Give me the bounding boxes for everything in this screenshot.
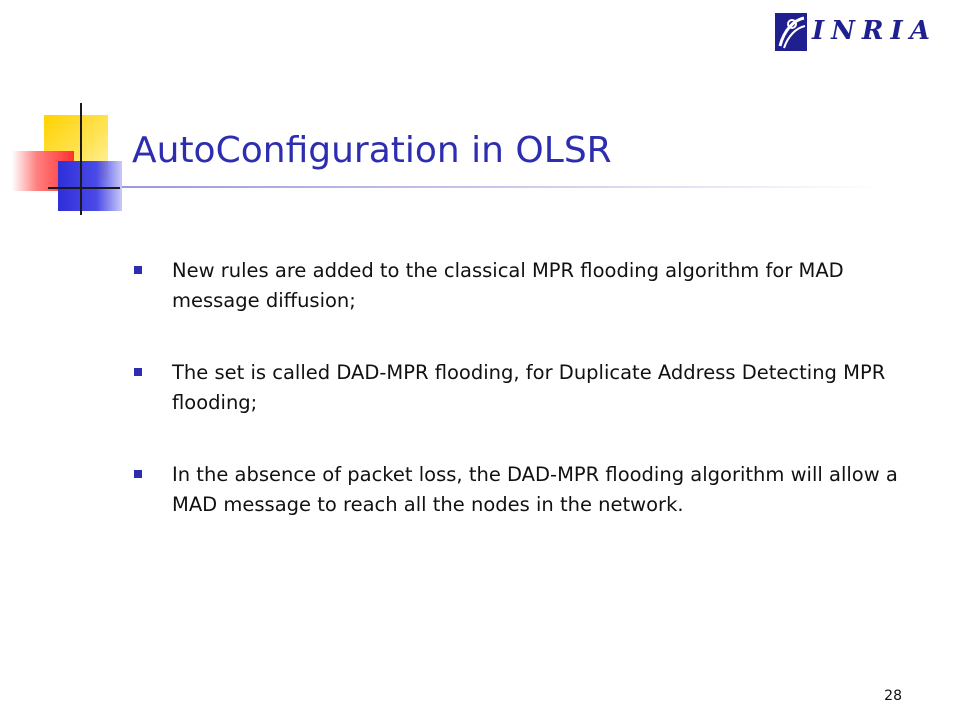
blue-square-decoration	[58, 161, 122, 211]
logo-text: INRIA	[812, 16, 937, 46]
inria-logo	[772, 8, 942, 58]
square-bullet-icon	[134, 266, 142, 274]
bullet-item	[134, 358, 904, 418]
square-bullet-icon	[134, 470, 142, 478]
vertical-line-decoration	[80, 103, 82, 215]
bullet-text: In the absence of packet loss, the DAD-MPR flooding algorithm will allow a MAD message to reach all the nodes in the network.	[172, 463, 898, 516]
bullet-list	[134, 256, 904, 562]
inria-logo-icon	[772, 8, 812, 56]
horizontal-line-decoration	[48, 187, 120, 189]
title-underline	[122, 186, 882, 188]
bullet-item	[134, 460, 904, 520]
bullet-item	[134, 256, 904, 316]
slide-title: AutoConfiguration in OLSR	[132, 130, 612, 171]
page-number: 28	[884, 688, 902, 704]
corner-decoration	[0, 95, 140, 225]
bullet-text: New rules are added to the classical MPR flooding algorithm for MAD message diffusion;	[172, 259, 844, 312]
square-bullet-icon	[134, 368, 142, 376]
bullet-text: The set is called DAD-MPR flooding, for Duplicate Address Detecting MPR flooding;	[172, 361, 886, 414]
